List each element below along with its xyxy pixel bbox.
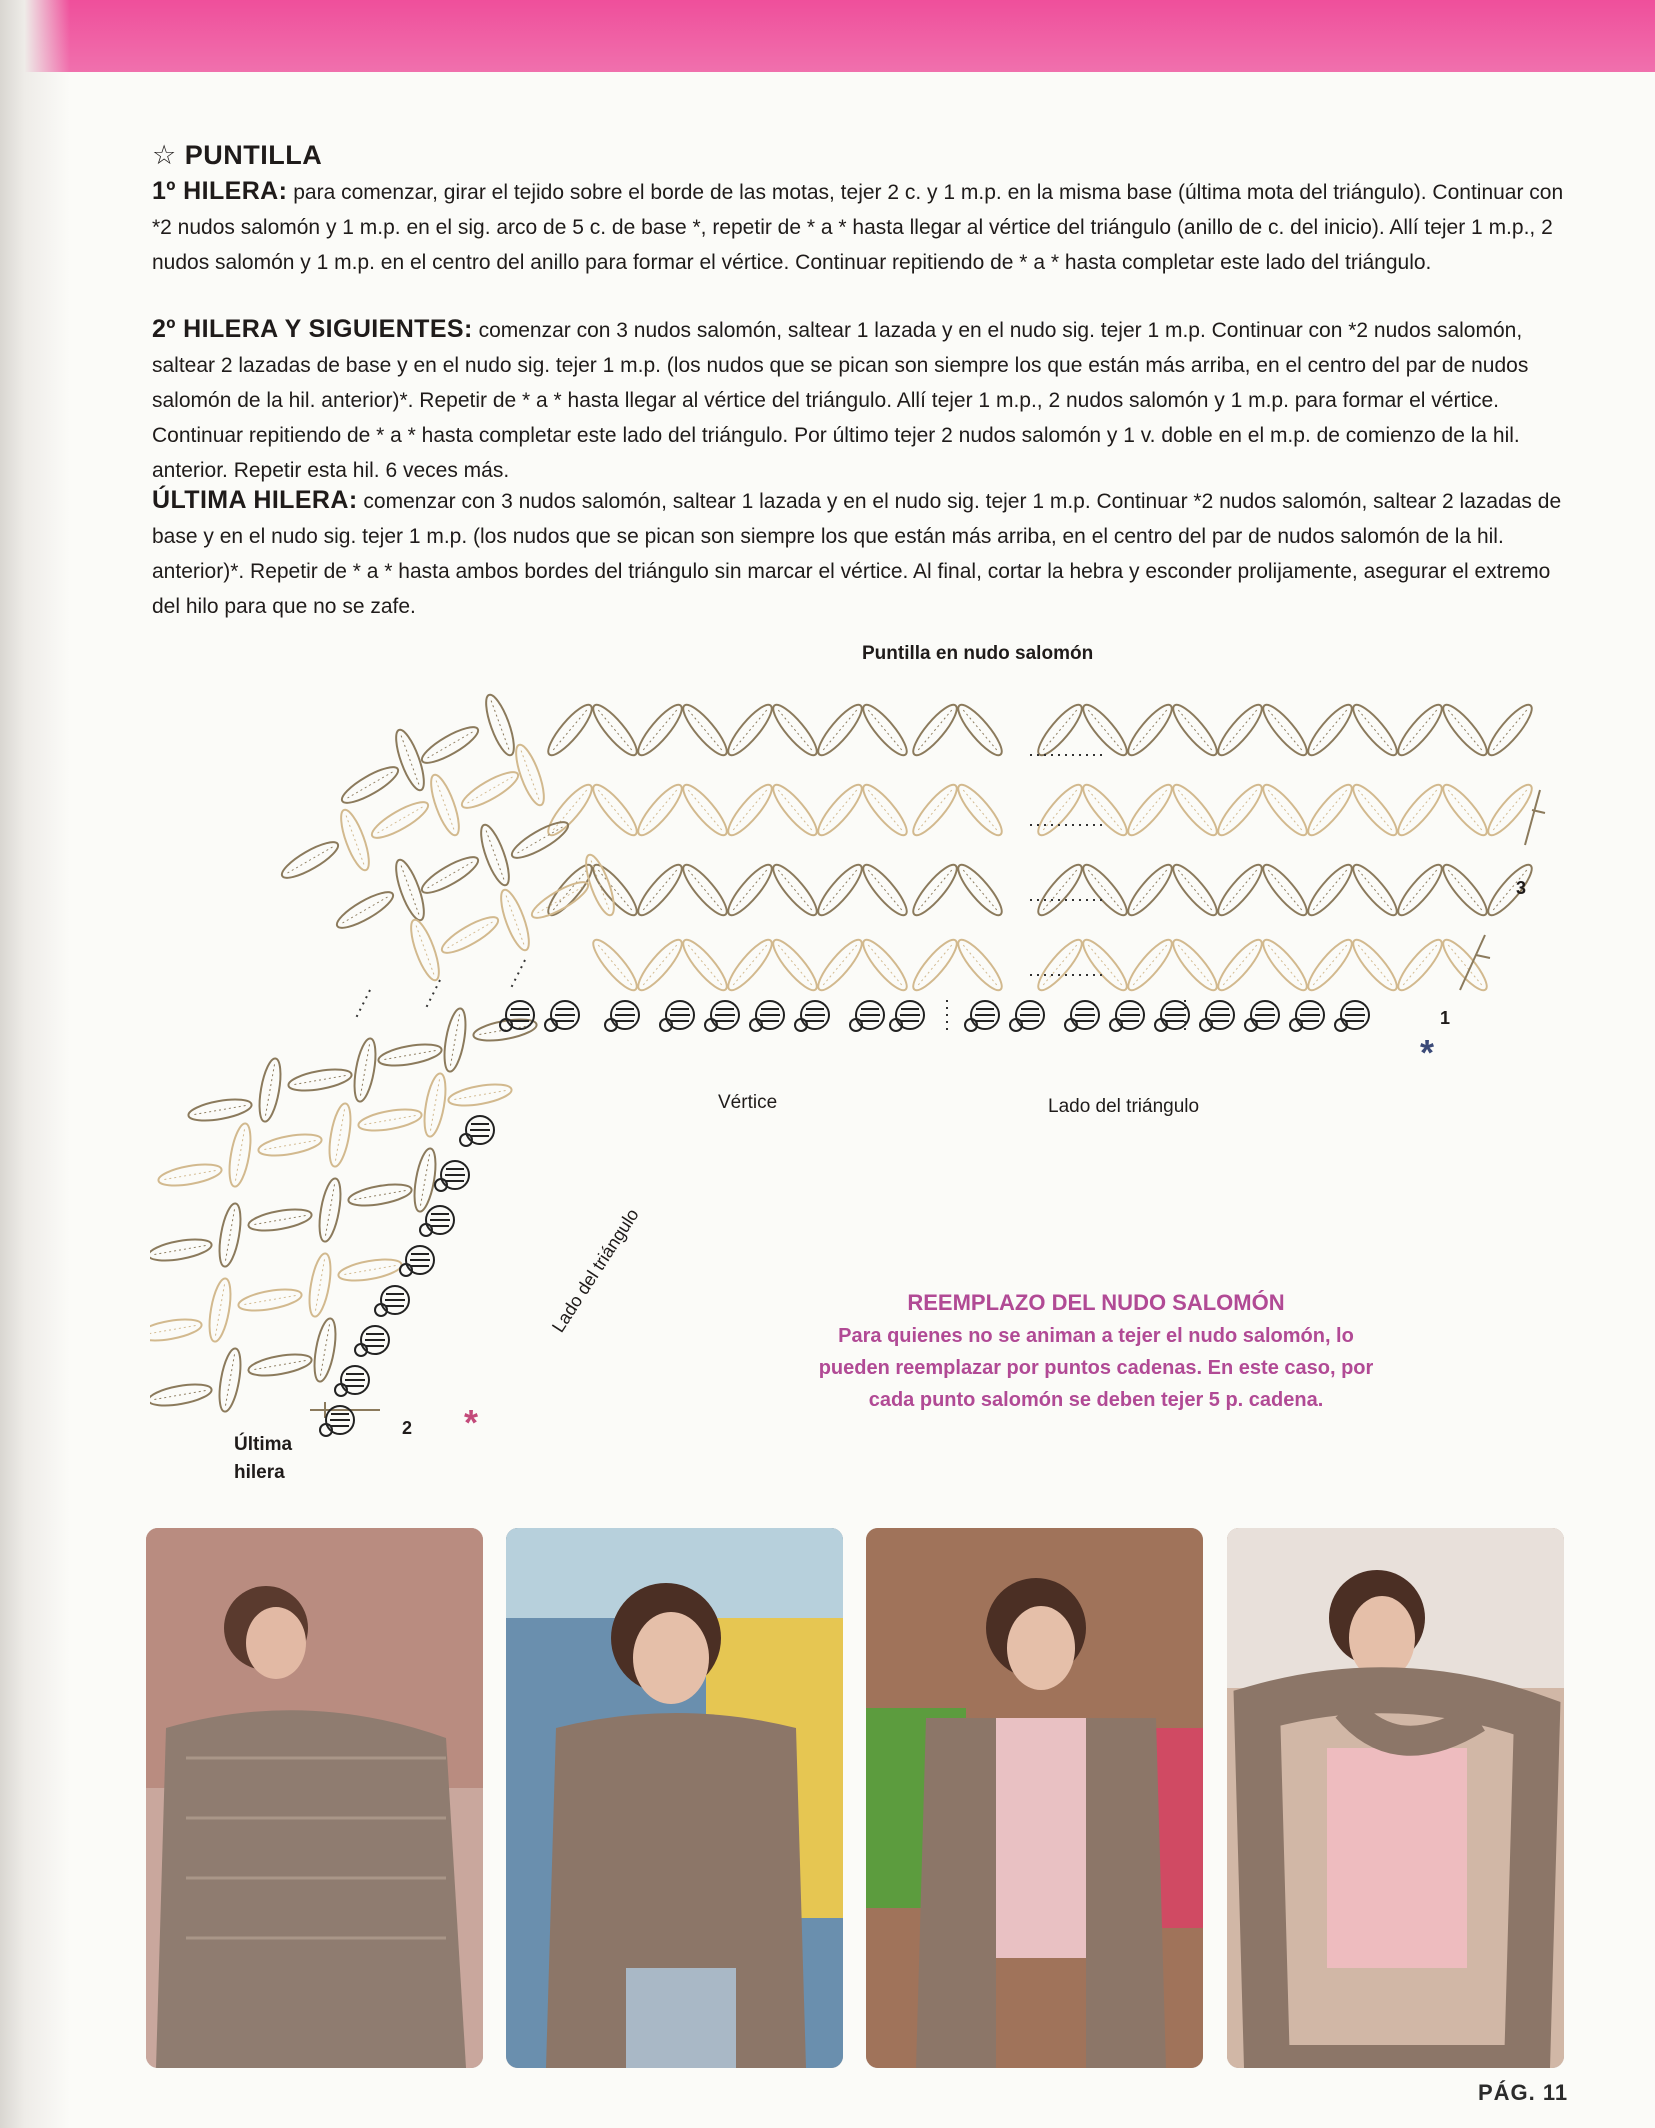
star-icon: ☆	[152, 140, 177, 170]
triangle-side-label: Lado del triángulo	[1048, 1096, 1200, 1117]
row-number-1: 1	[1440, 1008, 1451, 1028]
row-2-label: 2º HILERA Y SIGUIENTES:	[152, 315, 473, 343]
photo-front-open	[866, 1528, 1203, 2068]
diagram-title: Puntilla en nudo salomón	[862, 643, 1094, 664]
section-title: PUNTILLA	[184, 140, 323, 170]
edge-stitches	[1460, 790, 1545, 990]
end-asterisk-icon: *	[464, 1402, 479, 1443]
row-number-2: 2	[402, 1418, 413, 1438]
last-row-label: ÚLTIMA HILERA:	[152, 486, 358, 514]
section-heading	[152, 140, 322, 171]
grid-row-2	[543, 780, 1538, 841]
knots-side-row	[320, 1116, 494, 1436]
row-1-text: para comenzar, girar el tejido sobre el borde de las motas, tejer 2 c. y 1 m.p. en la misma base (última mota del triángulo). Continuar con *2 nudos salomón y 1 m.p. en el sig. arco de 5 c. de base *, repetir de * a * hasta llegar al vértice del triángulo (anillo de c. del inicio). Allí tejer 1 m.p., 2 nudos salomón y 1 m.p. en el centro del anillo para formar el vértice. Continuar repitiendo de * a * hasta completar este lado del triángulo.	[152, 181, 1564, 274]
row-1-label: 1º HILERA:	[152, 177, 288, 205]
last-row-label-top: Última	[234, 1434, 293, 1455]
row-2-instructions	[152, 312, 1582, 488]
knots-vertex-row	[500, 1001, 1369, 1031]
grid-row-4	[588, 935, 1493, 996]
row-2-text: comenzar con 3 nudos salomón, saltear 1 lazada y en el nudo sig. tejer 1 m.p. Continuar con *2 nudos salomón, saltear 2 lazadas de base y en el nudo sig. tejer 1 m.p. (los nudos que se pican son siempre los que están más arriba, en el centro del par de nudos salomón de la hil. anterior)*. Repetir de * a * hasta llegar al vértice del triángulo. Allí tejer 1 m.p., 2 nudos salomón y 1 m.p. para formar el vértice. Continuar repitiendo de * a * hasta completar este lado del triángulo. Por último tejer 2 nudos salomón y 1 v. doble en el m.p. de comienzo de la hil. anterior. Repetir esta hil. 6 veces más.	[152, 319, 1529, 482]
top-pink-band	[0, 0, 1655, 72]
replacement-note-title: REEMPLAZO DEL NUDO SALOMÓN	[907, 1290, 1285, 1315]
right-stitch-grid	[543, 700, 1545, 996]
page-spine-shadow	[0, 0, 70, 2128]
row-1-instructions	[152, 174, 1582, 280]
start-asterisk-icon: *	[1420, 1032, 1435, 1073]
replacement-note-text: Para quienes no se animan a tejer el nudo salomón, lo pueden reemplazar por puntos cadenas. En este caso, por cada punto salomón se deben tejer 5 p. cadena.	[818, 1325, 1374, 1411]
vertex-label: Vértice	[718, 1092, 778, 1113]
photo-front-scarf	[506, 1528, 843, 2068]
last-row-label-bottom: hilera	[234, 1462, 285, 1483]
photo-wrapped	[1227, 1528, 1564, 2068]
replacement-note	[806, 1290, 1386, 1416]
grid-row-3	[543, 860, 1538, 921]
photo-back-view	[146, 1528, 483, 2068]
last-row-instructions	[152, 483, 1582, 624]
last-row-text: comenzar con 3 nudos salomón, saltear 1 lazada y en el nudo sig. tejer 1 m.p. Continuar *2 nudos salomón, saltear 2 lazadas de base y en el nudo sig. tejer 1 m.p. (los nudos que se pican son siempre los que están más arriba, en el centro del par de nudos salomón de la hil. anterior)*. Repetir de * a * hasta ambos bordes del triángulo sin marcar el vértice. Al final, cortar la hebra y esconder prolijamente, asegurar el extremo del hilo para que no se zafe.	[152, 490, 1562, 618]
grid-row-top	[543, 700, 1538, 761]
page-number: PÁG. 11	[1478, 2080, 1569, 2105]
row-number-3: 3	[1516, 878, 1527, 898]
rotated-triangle-side-label: Lado del triángulo	[548, 1204, 643, 1336]
